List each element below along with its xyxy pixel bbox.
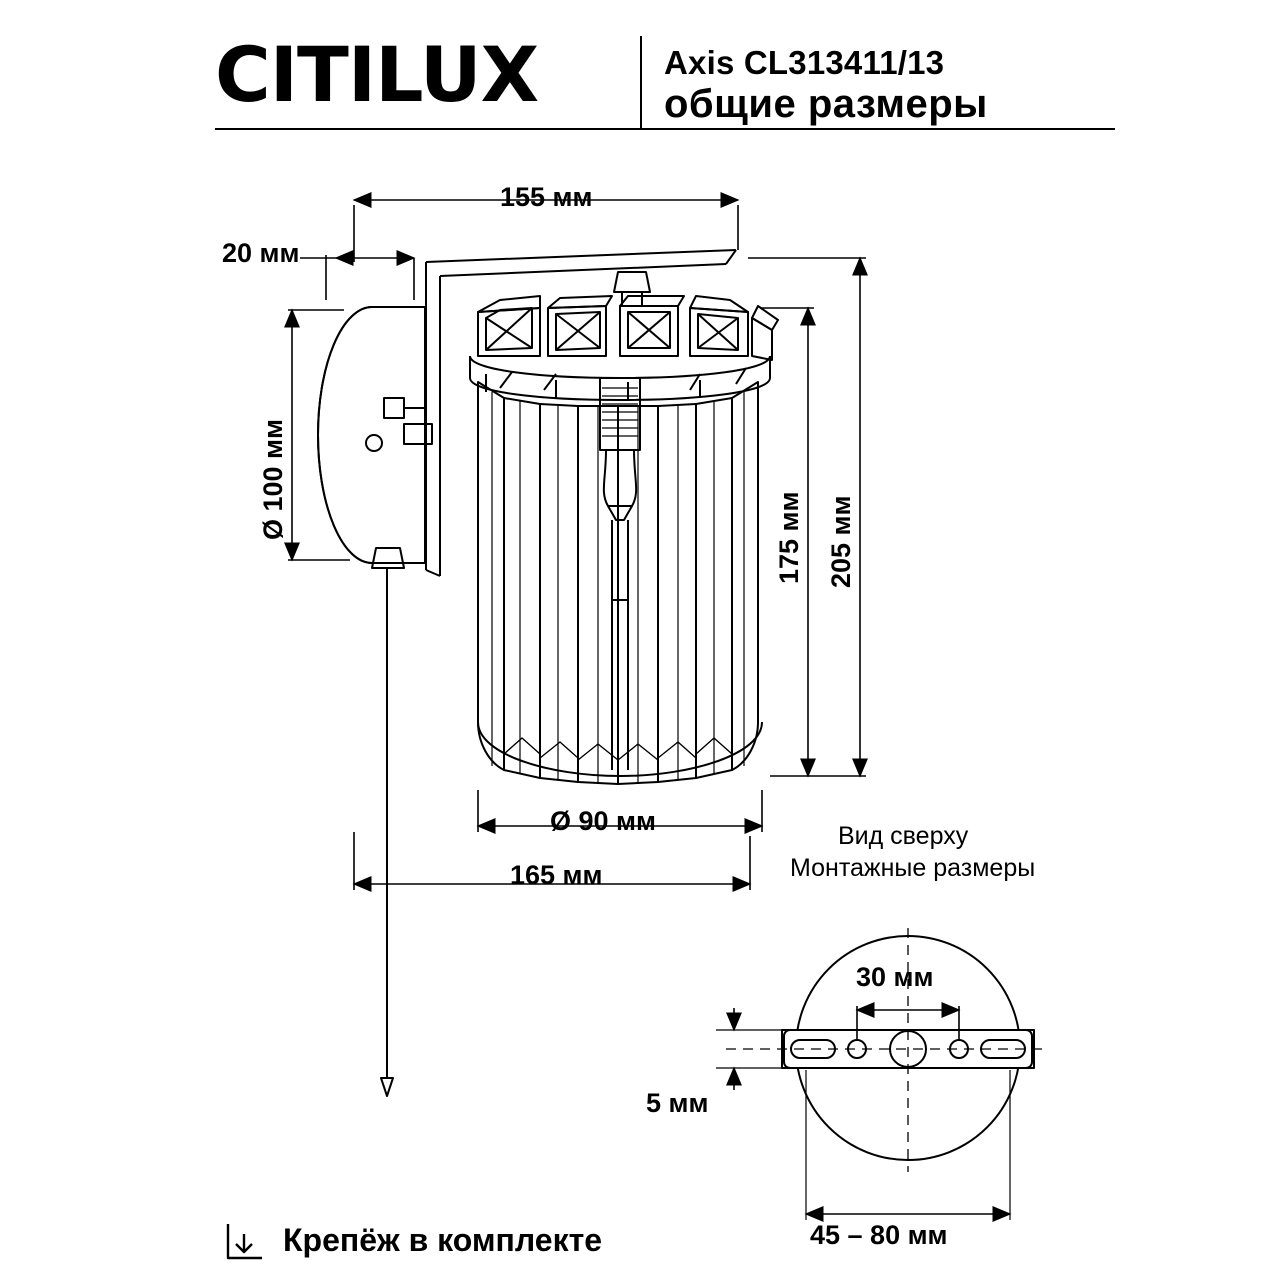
product-model: Axis CL313411/13 [664, 44, 945, 81]
wall-base [318, 307, 432, 568]
dim-mount-slot-spacing: 30 мм [856, 962, 934, 992]
dim-width-top: 155 мм [500, 182, 593, 212]
dim-base-diameter: Ø 100 мм [258, 419, 288, 540]
top-view-caption-line1: Вид сверху [838, 822, 969, 850]
dim-mount-span: 45 – 80 мм [810, 1220, 948, 1250]
dim-shade-diameter: Ø 90 мм [550, 806, 656, 836]
dimension-lines [218, 200, 866, 890]
crystal-shade-body [478, 382, 762, 784]
mounting-kit-icon [228, 1224, 262, 1258]
dim-depth-back: 20 мм [222, 238, 300, 268]
mounting-kit-note: Крепёж в комплекте [283, 1222, 603, 1258]
crystal-collar [478, 296, 778, 360]
pull-chain [381, 568, 393, 1096]
mount-arm [426, 250, 736, 576]
page-title: общие размеры [664, 82, 988, 126]
dim-height-shade: 175 мм [774, 491, 804, 584]
dim-mount-plate-thickness: 5 мм [646, 1088, 709, 1118]
dim-height-total: 205 мм [826, 495, 856, 588]
lamp-socket-bulb [600, 378, 640, 770]
dim-width-overall: 165 мм [510, 860, 603, 890]
brand-logo: CITILUX [215, 30, 539, 119]
top-view-caption-line2: Монтажные размеры [790, 854, 1036, 882]
